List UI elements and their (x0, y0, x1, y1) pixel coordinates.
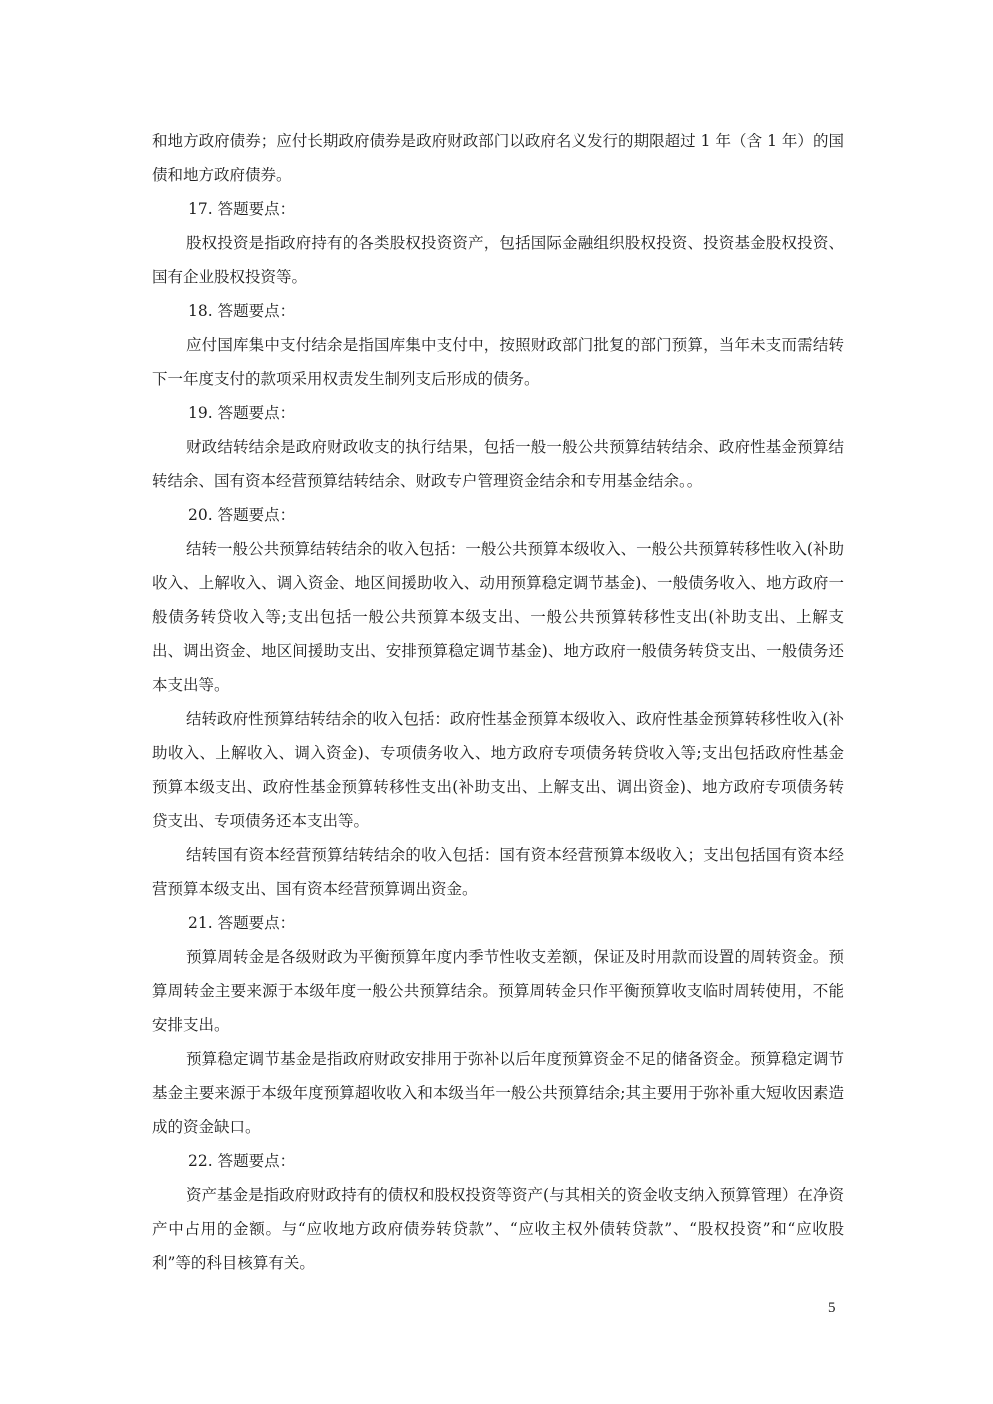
document-body (152, 124, 844, 1280)
answer-21-paragraph-1: 预算周转金是各级财政为平衡预算年度内季节性收支差额，保证及时用款而设置的周转资金。预算周转金主要来源于本级年度一般公共预算结余。预算周转金只作平衡预算收支临时周转使用，不能安排支出。 (152, 948, 844, 1034)
answer-heading-20: 20. 答题要点： (188, 506, 296, 524)
page-number: 5 (828, 1300, 836, 1316)
answer-20-paragraph-2: 结转政府性预算结转结余的收入包括：政府性基金预算本级收入、政府性基金预算转移性收入(补助收入、上解收入、调入资金)、专项债务收入、地方政府专项债务转贷收入等;支出包括政府性基金预算本级支出、政府性基金预算转移性支出(补助支出、上解支出、调出资金)、地方政府专项债务转贷支出、专项债务还本支出等。 (152, 710, 844, 830)
answer-heading-18: 18. 答题要点： (188, 302, 296, 320)
paragraph-continuation: 和地方政府债券；应付长期政府债券是政府财政部门以政府名义发行的期限超过 1 年（含 1 年）的国债和地方政府债券。 (152, 132, 844, 184)
answer-20-paragraph-3: 结转国有资本经营预算结转结余的收入包括：国有资本经营预算本级收入；支出包括国有资本经营预算本级支出、国有资本经营预算调出资金。 (152, 846, 844, 898)
answer-17-paragraph: 股权投资是指政府持有的各类股权投资资产，包括国际金融组织股权投资、投资基金股权投资、国有企业股权投资等。 (152, 234, 844, 286)
answer-heading-22: 22. 答题要点： (188, 1152, 296, 1170)
answer-heading-19: 19. 答题要点： (188, 404, 296, 422)
answer-heading-17: 17. 答题要点： (188, 200, 296, 218)
answer-20-paragraph-1: 结转一般公共预算结转结余的收入包括：一般公共预算本级收入、一般公共预算转移性收入(补助收入、上解收入、调入资金、地区间援助收入、动用预算稳定调节基金)、一般债务收入、地方政府一般债务转贷收入等;支出包括一般公共预算本级支出、一般公共预算转移性支出(补助支出、上解支出、调出资金、地区间援助支出、安排预算稳定调节基金)、地方政府一般债务转贷支出、一般债务还本支出等。 (152, 540, 844, 694)
answer-18-paragraph: 应付国库集中支付结余是指国库集中支付中，按照财政部门批复的部门预算，当年未支而需结转下一年度支付的款项采用权责发生制列支后形成的债务。 (152, 336, 844, 388)
answer-22-paragraph: 资产基金是指政府财政持有的债权和股权投资等资产(与其相关的资金收支纳入预算管理）在净资产中占用的金额。与“应收地方政府债券转贷款”、“应收主权外债转贷款”、“股权投资”和“应收股利”等的科目核算有关。 (152, 1186, 844, 1272)
answer-heading-21: 21. 答题要点： (188, 914, 296, 932)
answer-19-paragraph: 财政结转结余是政府财政收支的执行结果，包括一般一般公共预算结转结余、政府性基金预算结转结余、国有资本经营预算结转结余、财政专户管理资金结余和专用基金结余。。 (152, 438, 844, 490)
answer-21-paragraph-2: 预算稳定调节基金是指政府财政安排用于弥补以后年度预算资金不足的储备资金。预算稳定调节基金主要来源于本级年度预算超收收入和本级当年一般公共预算结余;其主要用于弥补重大短收因素造成的资金缺口。 (152, 1050, 844, 1136)
